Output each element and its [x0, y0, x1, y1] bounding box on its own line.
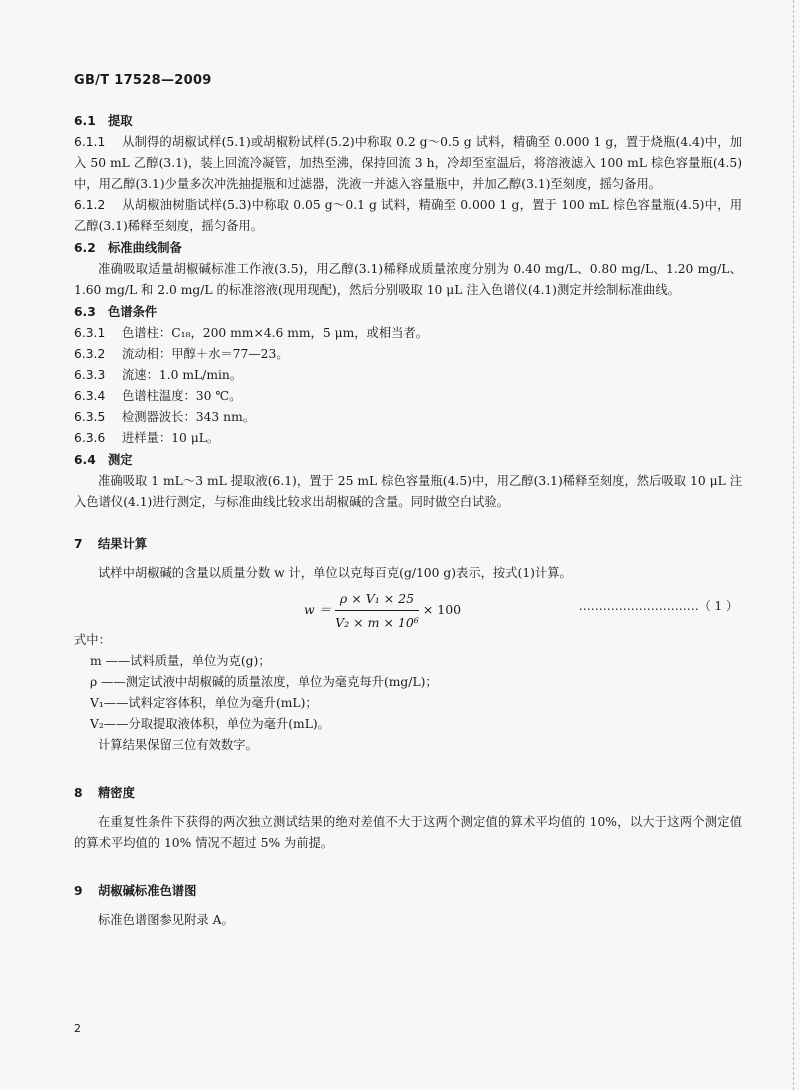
paragraph-6-2: 准确吸取适量胡椒碱标准工作液(3.5)，用乙醇(3.1)稀释成质量浓度分别为 0.40 mg/L、0.80 mg/L、1.20 mg/L、1.60 mg/L 和 2.0 mg/L 的标准溶液(现用现配)，然后分别吸取 10 μL 注入色谱仪(4.1)测定并绘制标准曲线。	[74, 262, 742, 297]
formula-fraction	[335, 588, 419, 633]
page-edge-divider	[792, 0, 794, 1090]
clause-6-3-4: 6.3.4 色谱柱温度：30 ℃。	[74, 389, 242, 403]
paragraph-8: 在重复性条件下获得的两次独立测试结果的绝对差值不大于这两个测定值的算术平均值的 10%，以大于这两个测定值的算术平均值的 10% 情况不超过 5% 为前提。	[74, 815, 742, 850]
clause-6-1-2: 6.1.2 从胡椒油树脂试样(5.3)中称取 0.05 g～0.1 g 试料，精确至 0.000 1 g，置于 100 mL 棕色容量瓶(4.5)中，用乙醇(3.1)稀释至刻度，摇匀备用。	[74, 198, 742, 233]
formula-expression	[304, 588, 461, 633]
result-note: 计算结果保留三位有效数字。	[98, 738, 258, 752]
clause-6-3-1: 6.3.1 色谱柱：C₁₈，200 mm×4.6 mm，5 μm，或相当者。	[74, 326, 429, 340]
clause-6-1-1: 6.1.1 从制得的胡椒试样(5.1)或胡椒粉试样(5.2)中称取 0.2 g～0.5 g 试料，精确至 0.000 1 g，置于烧瓶(4.4)中，加入 50 mL 乙醇(3.1)，装上回流冷凝管，加热至沸，保持回流 3 h，冷却至室温后，将溶液滤入 100 mL 棕色容量瓶(4.5)中，用乙醇(3.1)少量多次冲洗抽提瓶和过滤器，洗液一并滤入容量瓶中，并加乙醇(3.1)至刻度，摇匀备用。	[74, 135, 742, 191]
standard-code: GB/T 17528—2009	[74, 73, 212, 88]
paragraph-9: 标准色谱图参见附录 A。	[98, 913, 234, 927]
clause-6-3-3: 6.3.3 流速：1.0 mL/min。	[74, 368, 243, 382]
definition-v2: V₂——分取提取液体积，单位为毫升(mL)。	[90, 717, 330, 731]
section-heading-6-2: 6.2 标准曲线制备	[74, 240, 182, 255]
clause-6-3-6: 6.3.6 进样量：10 μL。	[74, 431, 220, 445]
variable-definitions	[74, 651, 742, 735]
paragraph-6-4: 准确吸取 1 mL～3 mL 提取液(6.1)，置于 25 mL 棕色容量瓶(4.5)中，用乙醇(3.1)稀释至刻度，然后吸取 10 μL 注入色谱仪(4.1)进行测定，与标准曲线比较求出胡椒碱的含量。同时做空白试验。	[74, 474, 742, 509]
section-heading-6-3: 6.3 色谱条件	[74, 304, 158, 319]
equation-number: …………………………（ 1 ）	[578, 599, 738, 613]
definition-v1: V₁——试料定容体积，单位为毫升(mL)；	[90, 696, 318, 710]
page-number: 2	[74, 1022, 81, 1035]
formula-lhs: w ＝	[304, 602, 332, 617]
section-heading-6-4: 6.4 测定	[74, 452, 133, 467]
section-heading-8: 8 精密度	[74, 785, 135, 800]
definition-m: m ——试料质量，单位为克(g)；	[90, 654, 271, 668]
paragraph-7: 试样中胡椒碱的含量以质量分数 w 计，单位以克每百克(g/100 g)表示，按式(1)计算。	[98, 566, 572, 580]
clause-6-3-2: 6.3.2 流动相：甲醇＋水＝77—23。	[74, 347, 289, 361]
section-heading-6-1: 6.1 提取	[74, 113, 133, 128]
section-heading-9: 9 胡椒碱标准色谱图	[74, 883, 197, 898]
where-label: 式中：	[74, 633, 111, 647]
formula-numerator: ρ × V₁ × 25	[335, 588, 419, 611]
clause-6-3-5: 6.3.5 检测器波长：343 nm。	[74, 410, 256, 424]
formula-denominator: V₂ × m × 10⁶	[335, 615, 419, 630]
formula-1	[74, 586, 742, 630]
section-heading-7: 7 结果计算	[74, 536, 148, 551]
formula-rhs: × 100	[422, 602, 462, 617]
document-body	[74, 110, 742, 931]
definition-rho: ρ ——测定试液中胡椒碱的质量浓度，单位为毫克每升(mg/L)；	[90, 675, 438, 689]
